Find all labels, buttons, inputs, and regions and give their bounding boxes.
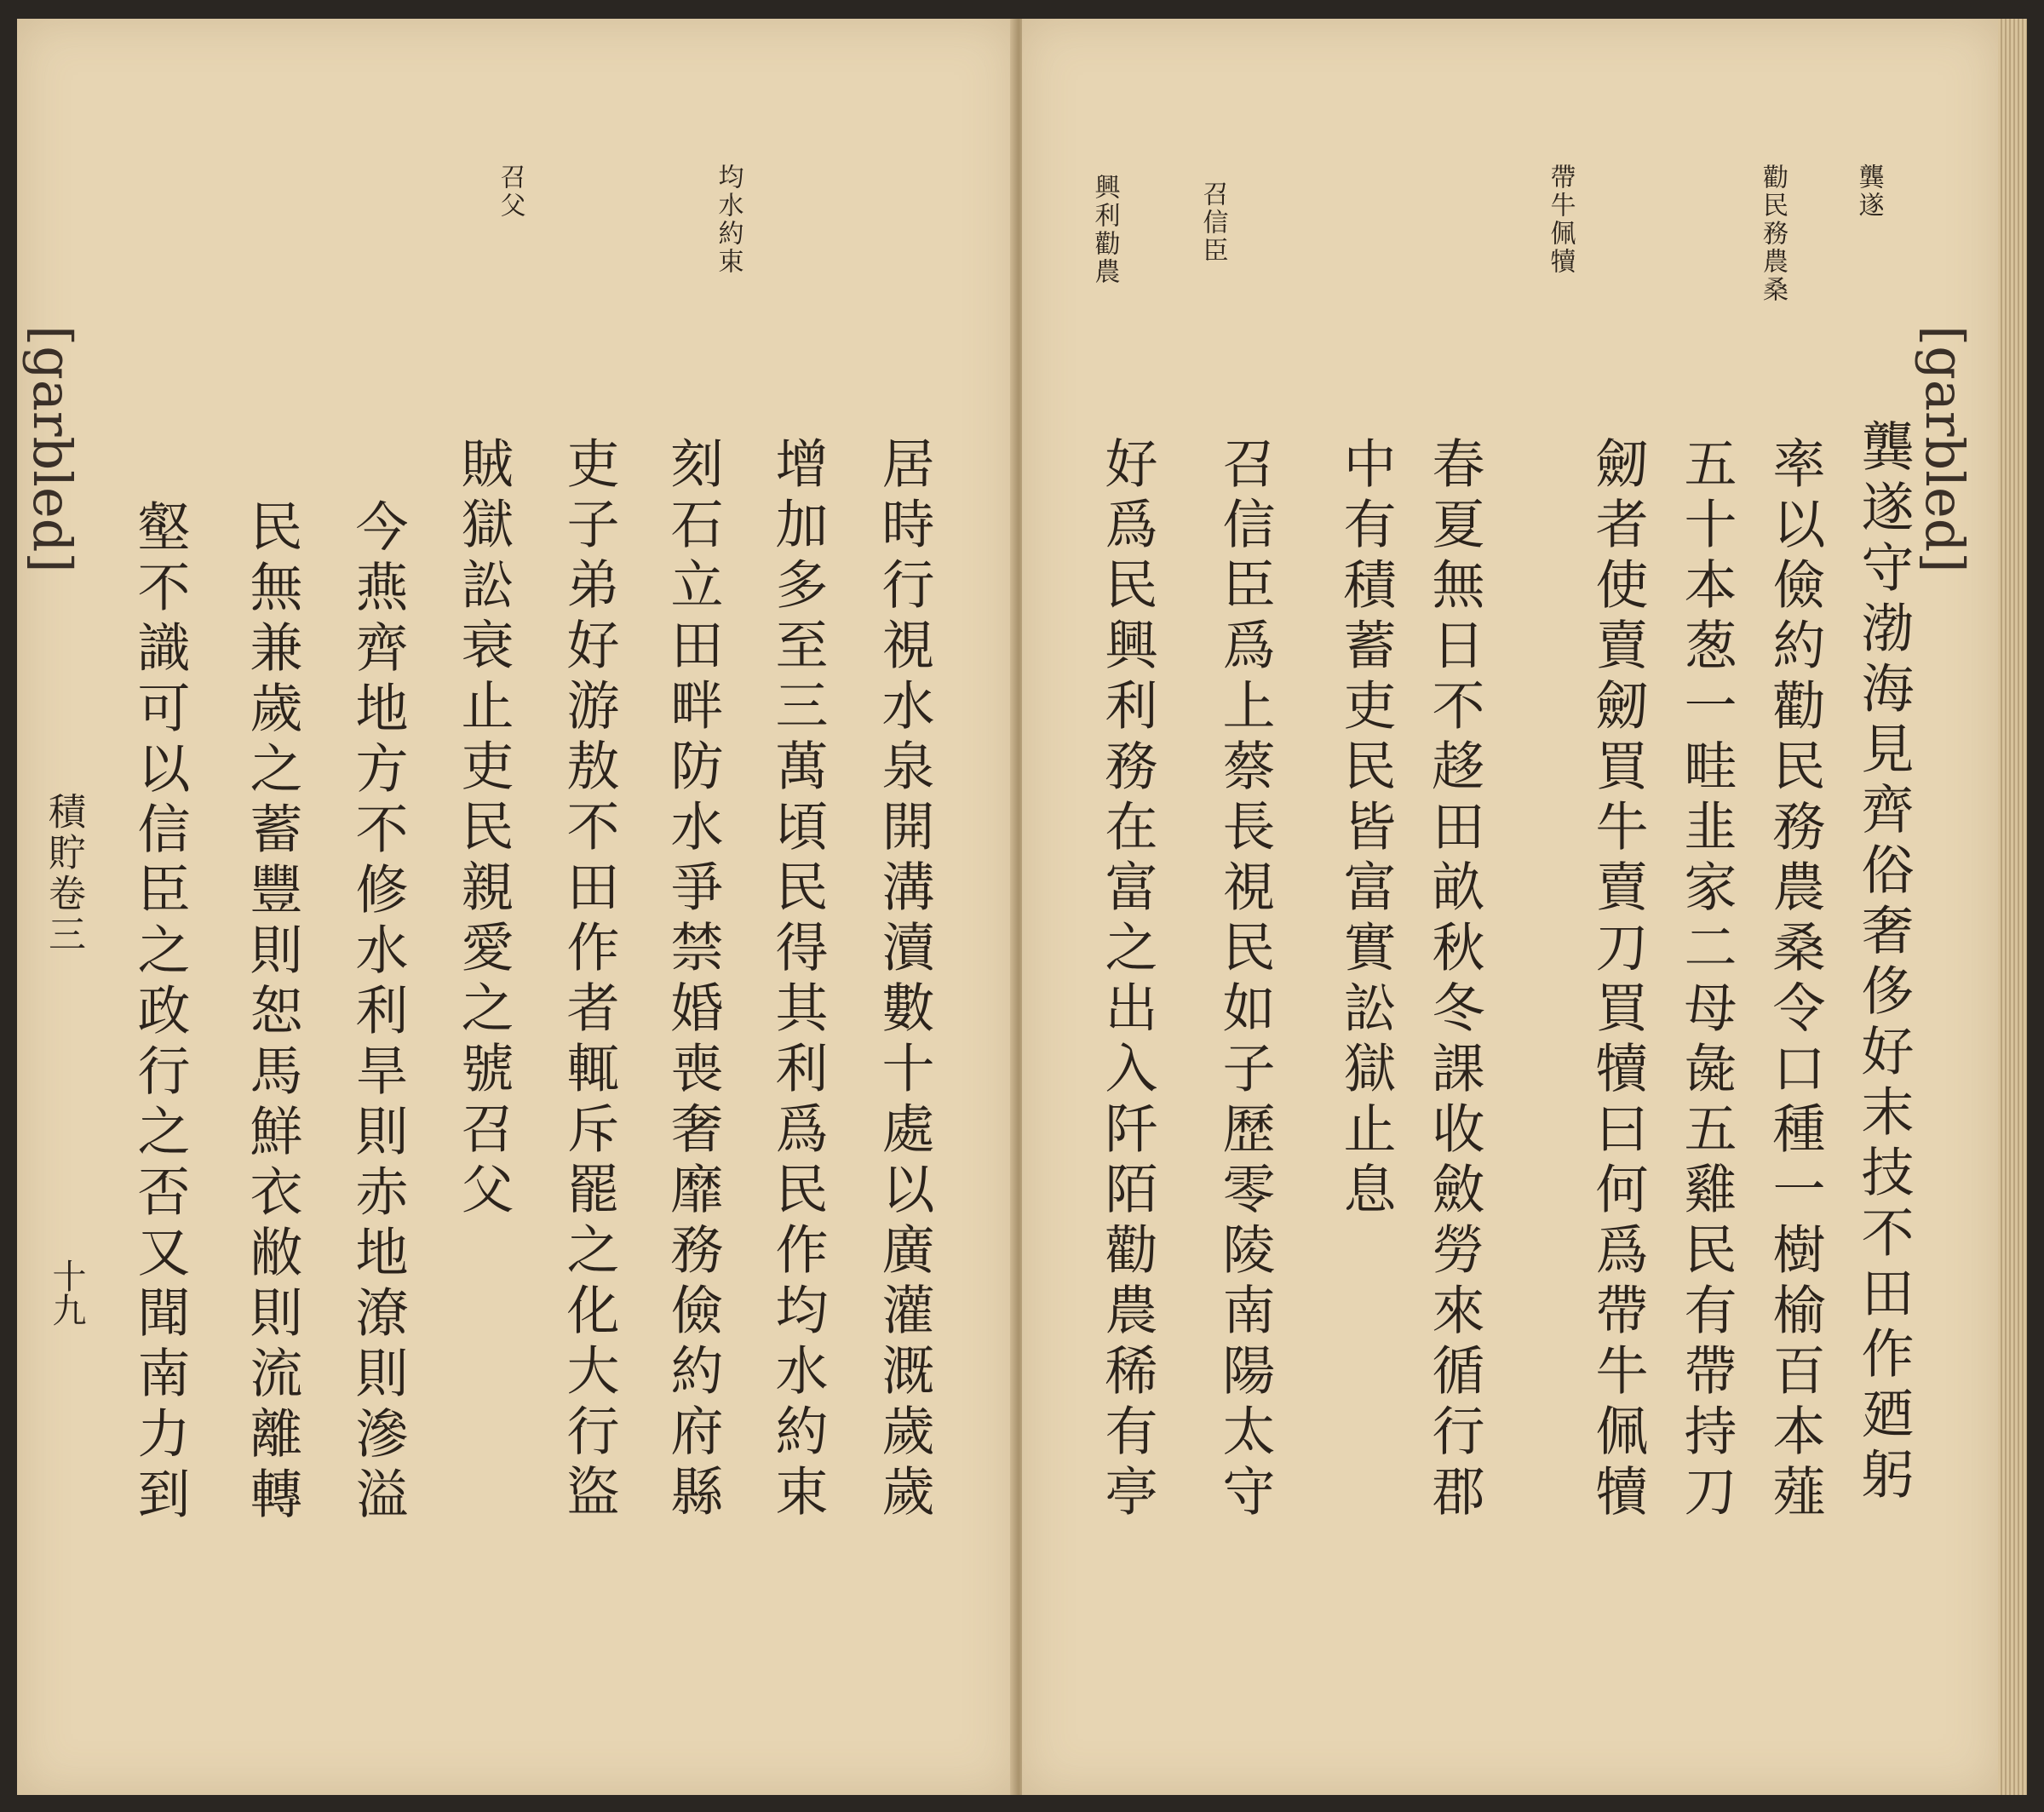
right-column-2: 率以儉約勸民務農桑令口種一樹榆百本薤: [1764, 436, 1826, 1524]
folio-number: 十九: [47, 1259, 86, 1327]
right-column-3: 五十本葱一畦韭家二母彘五雞民有帶持刀: [1675, 436, 1737, 1524]
annotation-promote-benefit: 興利勸農: [1089, 174, 1120, 286]
page-edges: [1998, 19, 2027, 1795]
right-column-7: 召信臣爲上蔡長視民如子歷零陵南陽太守: [1214, 436, 1276, 1524]
annotation-shao-xinchen: 召信臣: [1197, 181, 1228, 265]
left-column-6: 今燕齊地方不修水利旱則赤地潦則滲溢: [347, 499, 409, 1527]
left-column-4: 吏子弟好游敖不田作者輒斥罷之化大行盜: [558, 436, 620, 1524]
annotation-ox-calf: 帶牛佩犢: [1545, 163, 1576, 276]
right-column-5: 春夏無日不趍田畝秋冬課收斂勞來循行郡: [1423, 436, 1485, 1524]
right-column-6: 中有積蓄吏民皆富實訟獄止息: [1335, 436, 1397, 1222]
section-label: 積貯卷三: [42, 792, 85, 955]
right-column-8: 好爲民興利務在富之出入阡陌勸農稀有亭: [1096, 436, 1158, 1524]
annotation-gong-sui: 龔遂: [1853, 163, 1884, 220]
annotation-water-agreement: 均水約束: [713, 163, 744, 276]
right-column-4: 劒者使賣劒買牛賣刀買犢曰何爲帶牛佩犢: [1587, 436, 1649, 1524]
left-column-8: 壑不識可以信臣之政行之否又聞南力到: [129, 499, 191, 1527]
annotation-encourage-farming: 勸民務農桑: [1758, 163, 1788, 304]
annotation-father-shao: 召父: [495, 163, 525, 220]
left-column-3: 刻石立田畔防水爭禁婚喪奢靡務儉約府縣: [662, 436, 724, 1524]
left-margin-title: [garbled]: [21, 325, 83, 573]
right-column-1: 龔遂守渤海見齊俗奢侈好末技不田作廼躬: [1852, 419, 1915, 1507]
left-column-7: 民無兼歲之蓄豐則恕馬鮮衣敝則流離轉: [241, 499, 303, 1527]
right-margin-title: [garbled]: [1914, 325, 1976, 573]
left-column-5: 賊獄訟衰止吏民親愛之號召父: [452, 436, 514, 1222]
left-column-2: 增加多至三萬頃民得其利爲民作均水約束: [766, 436, 829, 1524]
left-column-1: 居時行視水泉開溝瀆數十處以廣灌溉歲歲: [873, 436, 935, 1524]
